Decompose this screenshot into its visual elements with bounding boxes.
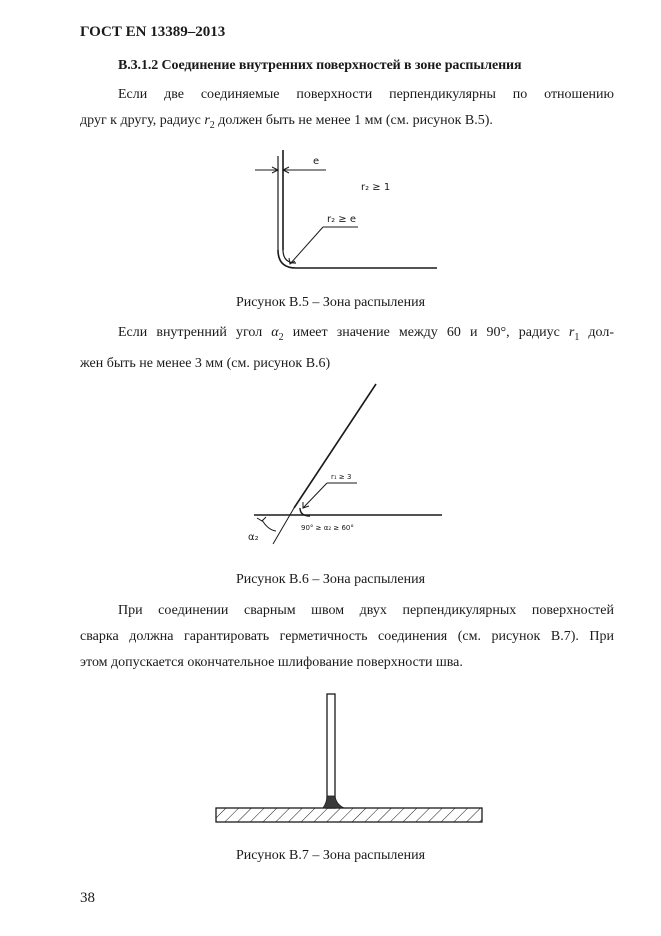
paragraph-1-line-1: Если две соединяемые поверхности перпендикулярны по отношению: [118, 87, 614, 102]
figure-b7-caption: Рисунок В.7 – Зона распыления: [235, 848, 426, 863]
var-alpha: α: [271, 325, 279, 340]
label-r1: r₁ ≥ 3: [331, 473, 352, 481]
angle-arc: [262, 520, 276, 531]
label-r2-ge-e: r₂ ≥ e: [327, 214, 357, 225]
p1-text-b: должен быть не менее 1 мм (см. рисунок В.5).: [214, 113, 493, 128]
angle-arrowhead: [257, 517, 266, 521]
paragraph-1: [80, 82, 614, 139]
p2-text-b: имеет значение между 60 и 90°, радиус: [283, 325, 569, 340]
paragraph-2-line-2: жен быть не менее 3 мм (см. рисунок В.6): [80, 355, 331, 371]
section-heading: В.3.1.2 Соединение внутренних поверхностей в зоне распыления: [118, 58, 522, 73]
figure-b5-caption: Рисунок В.5 – Зона распыления: [235, 295, 426, 310]
leader-r2: [290, 227, 323, 264]
p2-text-c: дол-: [579, 325, 615, 340]
inclined-extension: [273, 508, 294, 544]
paragraph-3-line-1: При соединении сварным швом двух перпендикулярных поверхностей: [118, 603, 614, 618]
figure-b6: [0, 380, 661, 560]
leader-r1: [303, 483, 327, 508]
label-angle-range: 90° ≥ α₂ ≥ 60°: [301, 524, 354, 532]
vertical-plate: [327, 694, 335, 808]
figure-b7: [0, 690, 661, 840]
paragraph-2: [80, 320, 614, 377]
sub-2: 2: [209, 119, 215, 131]
base-plate-hatched: [216, 808, 482, 822]
page-number: 38: [80, 890, 95, 906]
weld-seam: [323, 796, 344, 808]
figure-b6-caption: Рисунок В.6 – Зона распыления: [235, 572, 426, 587]
p1-text-a: друг к другу, радиус: [80, 113, 205, 128]
var-r: r: [204, 113, 210, 128]
paragraph-3-line-3: этом допускается окончательное шлифование поверхности шва.: [80, 655, 463, 670]
paragraph-1-line-2: [80, 108, 614, 139]
paragraph-2-line-1: [80, 320, 614, 351]
figure-b5: [0, 140, 661, 290]
inner-radius-arc: [278, 250, 296, 268]
p2-text-a: Если внутренний угол: [118, 325, 272, 340]
document-header: ГОСТ EN 13389–2013: [80, 24, 226, 40]
inclined-surface: [294, 384, 376, 508]
label-alpha2: α₂: [248, 532, 259, 543]
sub-1: 1: [574, 331, 580, 343]
label-r2-ge-1: r₂ ≥ 1: [361, 182, 391, 193]
label-e: e: [313, 156, 320, 167]
paragraph-3: [80, 598, 614, 676]
sub-alpha-2: 2: [278, 331, 284, 343]
var-r1: r: [568, 325, 575, 340]
paragraph-3-line-2: сварка должна гарантировать герметичность соединения (см. рисунок В.7). При: [80, 629, 614, 644]
